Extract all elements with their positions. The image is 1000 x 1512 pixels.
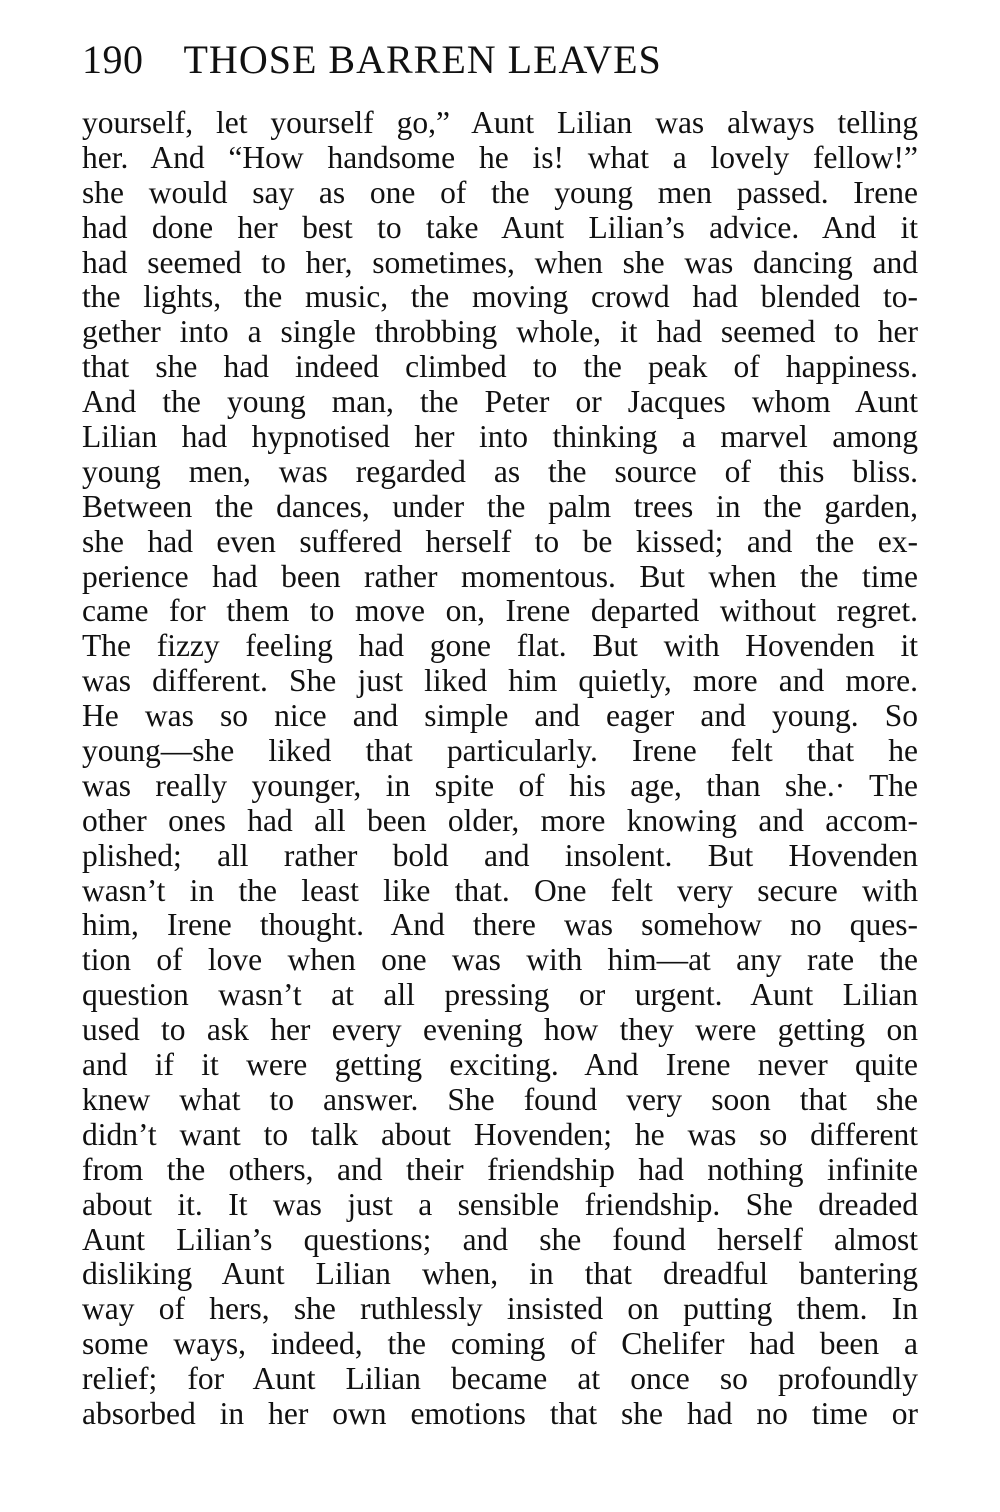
text-line: disliking Aunt Lilian when, in that dreadful bantering	[82, 1257, 918, 1292]
text-line: plished; all rather bold and insolent. But Hovenden	[82, 838, 918, 873]
text-line: The fizzy feeling had gone flat. But with Hovenden it	[82, 629, 918, 664]
text-line: she had even suffered herself to be kissed; and the ex-	[82, 524, 918, 559]
text-line: He was so nice and simple and eager and young. So	[82, 699, 918, 734]
text-line: tion of love when one was with him—at any rate the	[82, 943, 918, 978]
text-line: yourself, let yourself go,” Aunt Lilian was always telling	[82, 106, 918, 140]
text-line: young—she liked that particularly. Irene felt that he	[82, 734, 918, 769]
text-line: question wasn’t at all pressing or urgent. Aunt Lilian	[82, 978, 918, 1013]
text-line: came for them to move on, Irene departed without regret.	[82, 594, 918, 629]
text-line: him, Irene thought. And there was somehow no ques-	[82, 908, 918, 943]
text-line: her. And “How handsome he is! what a lovely fellow!”	[82, 140, 918, 175]
text-line: Between the dances, under the palm trees in the garden,	[82, 489, 918, 524]
book-title: THOSE BARREN LEAVES	[183, 37, 662, 82]
text-line: some ways, indeed, the coming of Chelifer had been a	[82, 1327, 918, 1362]
text-line: way of hers, she ruthlessly insisted on putting them. In	[82, 1292, 918, 1327]
text-line: she would say as one of the young men passed. Irene	[82, 175, 918, 210]
text-line: had seemed to her, sometimes, when she was dancing and	[82, 245, 918, 280]
text-line: that she had indeed climbed to the peak of happiness.	[82, 350, 918, 385]
text-line: wasn’t in the least like that. One felt very secure with	[82, 873, 918, 908]
text-line: young men, was regarded as the source of this bliss.	[82, 454, 918, 489]
text-line: other ones had all been older, more knowing and accom-	[82, 803, 918, 838]
text-line: absorbed in her own emotions that she had no time or	[82, 1396, 918, 1431]
text-line: about it. It was just a sensible friendship. She dreaded	[82, 1187, 918, 1222]
text-line: relief; for Aunt Lilian became at once so profoundly	[82, 1362, 918, 1397]
text-line: Aunt Lilian’s questions; and she found herself almost	[82, 1222, 918, 1257]
body-text	[82, 106, 918, 1432]
text-line: used to ask her every evening how they were getting on	[82, 1013, 918, 1048]
text-line: had done her best to take Aunt Lilian’s advice. And it	[82, 210, 918, 245]
text-line: the lights, the music, the moving crowd had blended to-	[82, 280, 918, 315]
text-line: was really younger, in spite of his age, than she.· The	[82, 768, 918, 803]
text-line: and if it were getting exciting. And Irene never quite	[82, 1048, 918, 1083]
text-line: from the others, and their friendship had nothing infinite	[82, 1152, 918, 1187]
text-line: And the young man, the Peter or Jacques whom Aunt	[82, 385, 918, 420]
text-line: didn’t want to talk about Hovenden; he was so different	[82, 1117, 918, 1152]
text-line: was different. She just liked him quietly, more and more.	[82, 664, 918, 699]
page-number: 190	[82, 37, 144, 82]
text-line: knew what to answer. She found very soon that she	[82, 1082, 918, 1117]
book-page	[82, 28, 918, 1432]
running-head	[82, 28, 918, 92]
text-line: perience had been rather momentous. But when the time	[82, 559, 918, 594]
text-line: Lilian had hypnotised her into thinking a marvel among	[82, 420, 918, 455]
text-line: gether into a single throbbing whole, it had seemed to her	[82, 315, 918, 350]
